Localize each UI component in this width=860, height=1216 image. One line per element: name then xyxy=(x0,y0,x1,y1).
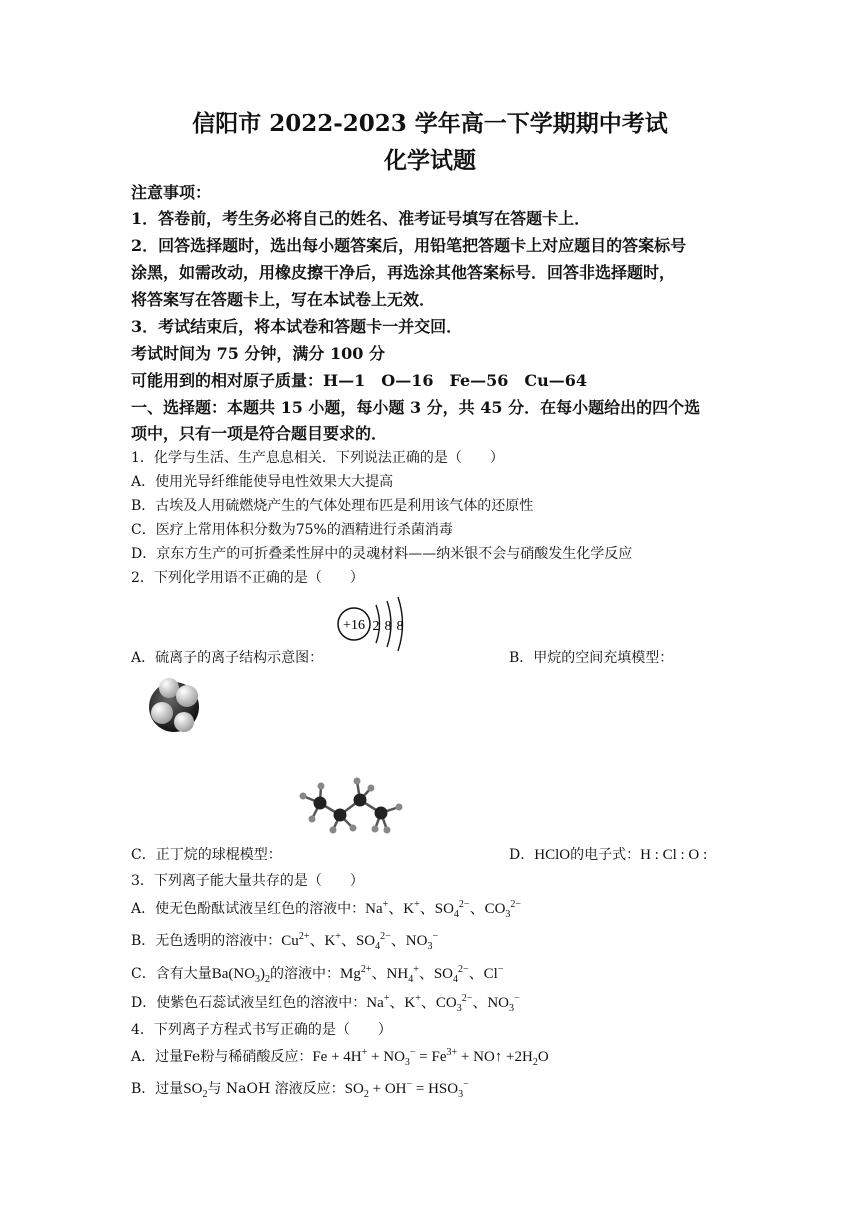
sulfide-ion-diagram xyxy=(336,595,416,657)
q3-option-a-ions: Na+、K+、$SO_4^{2-}$、$CO_3^{2-}$ xyxy=(365,899,522,920)
q1-option-a: A．使用光导纤维能使导电性效果大大提高 xyxy=(131,474,394,490)
exam-time: 考试时间为 75 分钟，满分 100 分 xyxy=(131,344,385,363)
exam-subject-title: 化学试题 xyxy=(384,147,476,174)
barium-nitrate: $Ba(NO_3)_2$ xyxy=(211,966,271,985)
q4-stem: 4．下列离子方程式书写正确的是（ ） xyxy=(131,1022,392,1038)
q3-option-d-text: D．使紫色石蕊试液呈红色的溶液中： xyxy=(131,995,367,1011)
notice-heading: 注意事项： xyxy=(131,183,212,202)
section-heading-a: 一、选择题：本题共 15 小题，每小题 3 分，共 45 分．在每小题给出的四个选 xyxy=(131,398,701,417)
nucleus-charge: +16 xyxy=(343,618,365,633)
methane-space-filling-model xyxy=(136,672,216,740)
q3-option-c-text1: C．含有大量 xyxy=(131,966,212,982)
q4-option-a xyxy=(131,1046,549,1066)
butane-ball-stick-model xyxy=(295,766,405,838)
q3-option-c xyxy=(131,962,504,983)
q4-option-b-text1: B．过量 xyxy=(131,1081,184,1097)
notice-item-1: 1．答卷前，考生务必将自己的姓名、准考证号填写在答题卡上． xyxy=(131,209,591,228)
shell-2-count: 8 xyxy=(384,619,392,634)
hclo-formula: HClO xyxy=(534,847,571,863)
shell-1-count: 2 xyxy=(372,619,380,634)
q1-option-d: D．京东方生产的可折叠柔性屏中的灵魂材料——纳米银不会与硝酸发生化学反应 xyxy=(131,546,633,562)
q3-option-a xyxy=(131,897,521,918)
q2-option-b: B．甲烷的空间充填模型： xyxy=(509,650,674,666)
q2-stem: 2．下列化学用语不正确的是（ ） xyxy=(131,570,364,586)
q2-option-a: A．硫离子的离子结构示意图： xyxy=(131,650,324,666)
q3-option-b-ions: $Cu^{2+}$、K+、$SO_4^{2-}$、$NO_3^-$ xyxy=(281,931,439,952)
notice-item-3: 3．考试结束后，将本试卷和答题卡一并交回． xyxy=(131,317,463,336)
q3-option-d xyxy=(131,991,520,1012)
notice-item-2a: 2．回答选择题时，选出每小题答案后，用铅笔把答题卡上对应题目的答案标号 xyxy=(131,236,687,255)
q4-option-a-text: A．过量Fe粉与稀硝酸反应： xyxy=(131,1049,313,1065)
q2-option-d-suffix: 的电子式： xyxy=(570,847,641,863)
notice-item-2b: 涂黑，如需改动，用橡皮擦干净后，再选涂其他答案标号．回答非选择题时， xyxy=(131,263,676,282)
q3-option-a-text: A．使无色酚酞试液呈红色的溶液中： xyxy=(131,901,366,917)
section-heading-b: 项中，只有一项是符合题目要求的． xyxy=(131,424,388,443)
so2-formula: $SO_2$ xyxy=(183,1081,208,1100)
q2-option-d xyxy=(509,844,707,864)
q3-stem: 3．下列离子能大量共存的是（ ） xyxy=(131,873,364,889)
q4-option-b-equation: $SO_2 + OH^- = HSO_3^-$ xyxy=(344,1079,469,1100)
shell-3-count: 8 xyxy=(396,619,404,634)
q3-option-c-ions: $Mg^{2+}$、$NH_4^+$、$SO_4^{2-}$、Cl− xyxy=(340,964,504,985)
atomic-mass: 可能用到的相对原子质量：H—1 O—16 Fe—56 Cu—64 xyxy=(131,371,588,390)
q3-option-b xyxy=(131,929,438,950)
notice-item-2c: 将答案写在答题卡上，写在本试卷上无效． xyxy=(131,290,436,309)
q1-stem: 1．化学与生活、生产息息相关．下列说法正确的是（ ） xyxy=(131,450,504,466)
exam-title: 信阳市 2022-2023 学年高一下学期期中考试 xyxy=(192,110,668,137)
q4-option-a-equation: $Fe + 4H^+ + NO_3^- = Fe^{3+}$ + NO↑ $+2H_2O$ xyxy=(312,1047,549,1068)
q3-option-b-text: B．无色透明的溶液中： xyxy=(131,933,282,949)
q3-option-c-text2: 的溶液中： xyxy=(270,966,341,982)
q3-option-d-ions: Na+、K+、$CO_3^{2-}$、$NO_3^-$ xyxy=(366,993,520,1014)
q1-option-c: C．医疗上常用体积分数为75%的酒精进行杀菌消毒 xyxy=(131,522,453,538)
hclo-electron-formula: H : Cl : O : xyxy=(640,847,708,863)
q2-option-c: C．正丁烷的球棍模型： xyxy=(131,847,282,863)
q4-option-b-text2: 与 NaOH 溶液反应： xyxy=(207,1081,345,1097)
q1-option-b: B．古埃及人用硫燃烧产生的气体处理布匹是利用该气体的还原性 xyxy=(131,498,534,514)
q2-option-d-prefix: D． xyxy=(509,847,535,863)
q4-option-b xyxy=(131,1078,469,1098)
